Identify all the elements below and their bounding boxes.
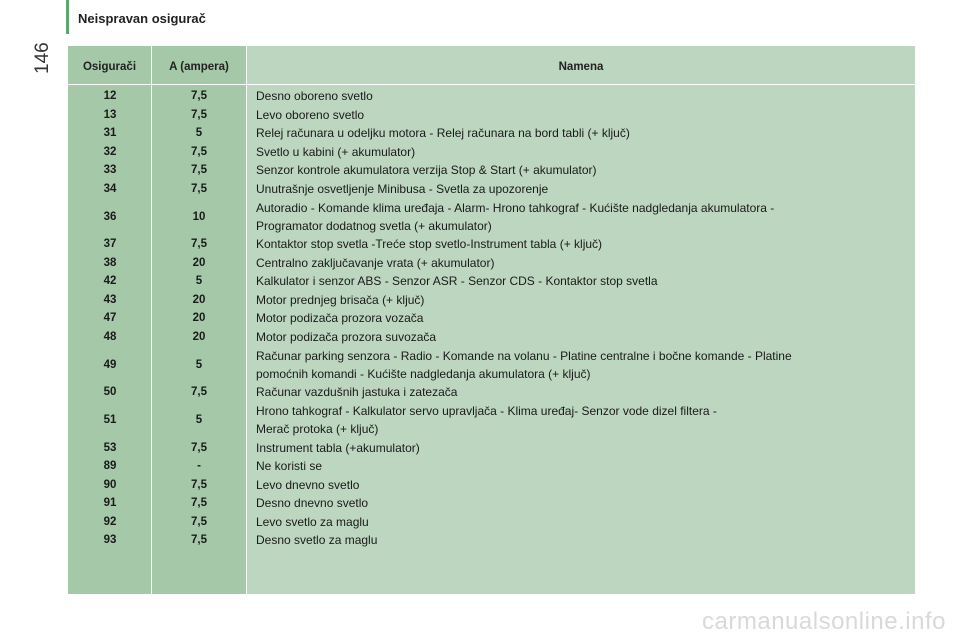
- fuse-purpose: [246, 143, 915, 161]
- header-amperage: A (ampera): [169, 61, 229, 73]
- fuse-purpose: [246, 235, 915, 253]
- watermark: carmanualsonline.info: [702, 608, 946, 635]
- fuse-purpose-line: Centralno zaključavanje vrata (+ akumulator): [256, 255, 495, 270]
- fuse-purpose: [246, 254, 915, 272]
- table-row: [68, 328, 915, 347]
- table-row: [68, 143, 915, 162]
- fuse-number: 93: [103, 534, 117, 547]
- fuse-number: 34: [103, 182, 117, 195]
- fuse-purpose: [246, 531, 915, 549]
- fuse-purpose: [246, 199, 915, 235]
- fuse-amperage: 5: [195, 275, 203, 288]
- fuse-purpose: [246, 513, 915, 531]
- fuse-amperage: 7,5: [191, 145, 207, 158]
- table-row: [68, 346, 915, 383]
- table-row: [68, 272, 915, 291]
- fuse-amperage: 20: [192, 256, 206, 269]
- fuse-amperage: 5: [195, 127, 203, 140]
- fuse-purpose: [246, 439, 915, 457]
- fuse-purpose-line: Levo svetlo za maglu: [256, 514, 369, 529]
- fuse-purpose: [246, 106, 915, 124]
- fuse-amperage: 5: [195, 414, 203, 426]
- fuse-amperage: 7,5: [191, 478, 207, 491]
- fuse-purpose: [246, 309, 915, 327]
- fuse-amperage: 7,5: [191, 164, 207, 177]
- fuse-number: 31: [103, 127, 117, 140]
- fuse-number: 37: [103, 238, 117, 251]
- header-purpose: Namena: [558, 61, 604, 73]
- fuse-number: 92: [103, 515, 117, 528]
- fuse-purpose: [246, 328, 915, 346]
- fuse-amperage: 7,5: [191, 497, 207, 510]
- fuse-purpose: [246, 457, 915, 475]
- fuse-amperage: 20: [192, 312, 206, 325]
- fuse-purpose-line: Senzor kontrole akumulatora verzija Stop & Start (+ akumulator): [256, 163, 597, 178]
- fuse-purpose-line: Motor podizača prozora suvozača: [256, 329, 437, 344]
- fuse-amperage: 20: [192, 293, 206, 306]
- fuse-amperage: 7,5: [191, 182, 207, 195]
- fuse-purpose-line: Autoradio - Komande klima uređaja - Alarm- Hrono tahkograf - Kućište nadgledanja akumulatora -: [256, 200, 775, 215]
- fuse-purpose-line: Instrument tabla (+akumulator): [256, 440, 420, 455]
- table-row: [68, 87, 915, 106]
- fuse-amperage: 7,5: [191, 515, 207, 528]
- fuse-amperage: 10: [192, 210, 206, 223]
- fuse-purpose: [246, 180, 915, 198]
- section-title: Neispravan osigurač: [78, 11, 206, 26]
- fuse-number: 42: [103, 275, 117, 288]
- fuse-purpose-line: Računar parking senzora - Radio - Komande na volanu - Platine centralne i bočne komande - Platine: [256, 348, 792, 363]
- fuse-amperage: 7,5: [191, 108, 207, 121]
- fuse-number: 89: [103, 460, 117, 473]
- table-row: [68, 180, 915, 199]
- fuse-purpose-line: Računar vazdušnih jastuka i zatezača: [256, 385, 458, 400]
- fuse-number: 50: [103, 386, 117, 399]
- table-body: [68, 87, 915, 550]
- table-row: [68, 254, 915, 273]
- fuse-amperage: -: [197, 460, 201, 473]
- fuse-number: 49: [103, 358, 117, 371]
- fuse-number: 13: [103, 108, 117, 121]
- fuse-purpose-line: Ne koristi se: [256, 459, 323, 474]
- fuse-purpose-line: Motor podizača prozora vozača: [256, 311, 424, 326]
- page-number: 146: [32, 42, 53, 74]
- fuse-purpose-line: Svetlo u kabini (+ akumulator): [256, 144, 416, 159]
- fuse-number: 38: [103, 256, 117, 269]
- fuse-number: 53: [103, 441, 117, 454]
- fuse-table: [68, 46, 915, 594]
- table-row: [68, 457, 915, 476]
- fuse-amperage: 7,5: [191, 441, 207, 454]
- fuse-purpose-line: Unutrašnje osvetljenje Minibusa - Svetla za upozorenje: [256, 181, 549, 196]
- fuse-purpose-line: Hrono tahkograf - Kalkulator servo upravljača - Klima uređaj- Senzor vode dizel filtera -: [256, 404, 717, 418]
- fuse-purpose: [246, 494, 915, 512]
- fuse-purpose-line: Merač protoka (+ ključ): [256, 422, 379, 436]
- fuse-number: 47: [103, 312, 117, 325]
- table-row: [68, 402, 915, 439]
- table-row: [68, 476, 915, 495]
- fuse-amperage: 5: [195, 358, 203, 371]
- fuse-amperage: 7,5: [191, 238, 207, 251]
- fuse-purpose-line: Kalkulator i senzor ABS - Senzor ASR - Senzor CDS - Kontaktor stop svetla: [256, 274, 658, 289]
- fuse-purpose-line: Relej računara u odeljku motora - Relej računara na bord tabli (+ ključ): [256, 126, 630, 141]
- fuse-purpose: [246, 476, 915, 494]
- fuse-purpose-line: Programator dodatnog svetla (+ akumulator): [256, 218, 492, 233]
- table-row: [68, 309, 915, 328]
- fuse-purpose: [246, 124, 915, 142]
- fuse-number: 91: [103, 497, 117, 510]
- fuse-purpose-line: Kontaktor stop svetla -Treće stop svetlo-Instrument tabla (+ ključ): [256, 237, 603, 252]
- fuse-amperage: 20: [192, 330, 206, 343]
- fuse-number: 43: [103, 293, 117, 306]
- fuse-purpose: [246, 87, 915, 105]
- table-row: [68, 235, 915, 254]
- table-row: [68, 198, 915, 235]
- fuse-purpose-line: Desno oboreno svetlo: [256, 89, 373, 104]
- table-row: [68, 439, 915, 458]
- fuse-amperage: 7,5: [191, 534, 207, 547]
- table-row: [68, 124, 915, 143]
- fuse-amperage: 7,5: [191, 386, 207, 399]
- fuse-number: 32: [103, 145, 117, 158]
- section-accent-bar: [66, 0, 69, 34]
- fuse-number: 51: [103, 414, 117, 426]
- table-row: [68, 106, 915, 125]
- fuse-purpose: [246, 272, 915, 290]
- fuse-purpose-line: Desno dnevno svetlo: [256, 496, 369, 511]
- fuse-number: 33: [103, 164, 117, 177]
- fuse-number: 12: [103, 90, 117, 103]
- fuse-purpose-line: Levo dnevno svetlo: [256, 477, 360, 492]
- table-row: [68, 513, 915, 532]
- fuse-purpose: [246, 402, 915, 438]
- fuse-purpose: [246, 161, 915, 179]
- header-fuse: Osigurači: [82, 61, 137, 73]
- fuse-number: 36: [103, 210, 117, 223]
- fuse-number: 48: [103, 330, 117, 343]
- fuse-purpose: [246, 347, 915, 383]
- table-row: [68, 383, 915, 402]
- fuse-purpose: [246, 291, 915, 309]
- fuse-purpose-line: Desno svetlo za maglu: [256, 533, 378, 548]
- fuse-purpose-line: Levo oboreno svetlo: [256, 107, 365, 122]
- fuse-purpose: [246, 383, 915, 401]
- table-row: [68, 531, 915, 550]
- table-row: [68, 291, 915, 310]
- fuse-number: 90: [103, 478, 117, 491]
- table-row: [68, 494, 915, 513]
- header-divider: [68, 84, 915, 85]
- table-row: [68, 161, 915, 180]
- fuse-amperage: 7,5: [191, 90, 207, 103]
- fuse-purpose-line: Motor prednjeg brisača (+ ključ): [256, 292, 425, 307]
- fuse-purpose-line: pomoćnih komandi - Kućište nadgledanja akumulatora (+ ključ): [256, 366, 591, 381]
